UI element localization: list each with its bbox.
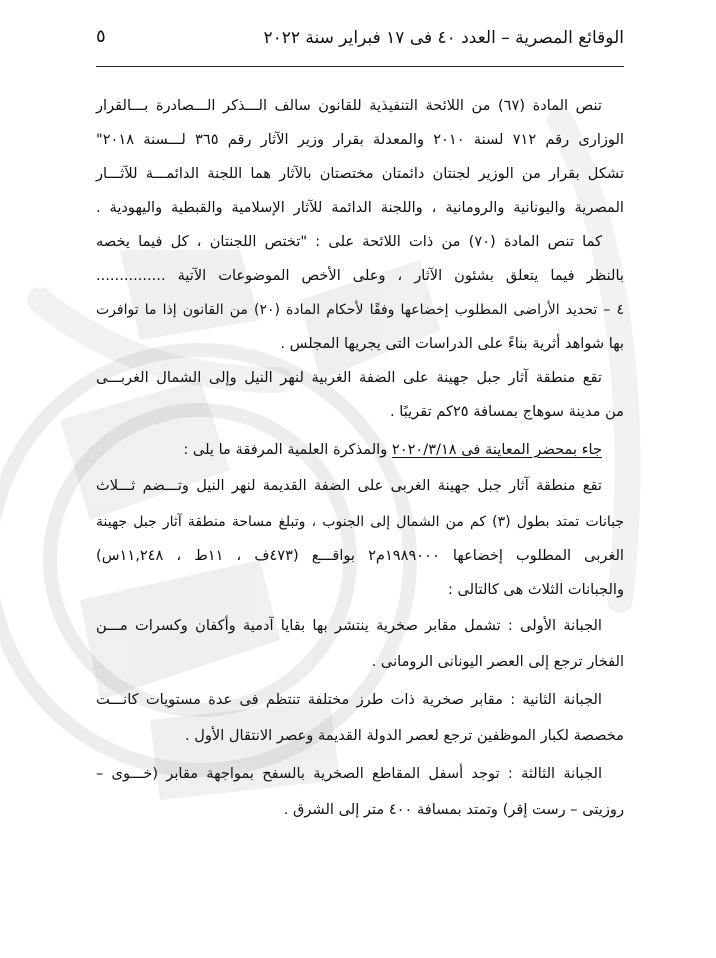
section-intro-line	[96, 440, 624, 460]
paragraph-line: الجبانة الثالثة : توجد أسفل المقاطع الصخرية بالسفح بمواجهة مقابر (خـــوى –	[96, 765, 602, 782]
page-number: ٥	[96, 26, 106, 47]
paragraph-line: مخصصة لكبار الموظفين ترجع لعصر الدولة القديمة وعصر الانتقال الأول .	[184, 727, 624, 744]
paragraph-line: بالنظر فيما يتعلق بشئون الآثار ، وعلى الأخص الموضوعات الآتية ...............	[96, 267, 624, 284]
paragraph-line: تقع منطقة آثار جبل جهينة على الضفة الغربية لنهر النيل وإلى الشمال الغربـــى	[96, 369, 602, 386]
paragraph-line: روزيتى – رست إقر) وتمتد بمسافة ٤٠٠ متر إلى الشرق .	[283, 801, 624, 818]
paragraph-line: والجبانات الثلاث هى كالتالى :	[447, 581, 624, 598]
gazette-title: الوقائع المصرية – العدد ٤٠ فى ١٧ فبراير سنة ٢٠٢٢	[263, 28, 624, 48]
section-intro-rest: والمذكرة العلمية المرفقة ما يلى :	[183, 441, 392, 458]
paragraph-line: الوزارى رقم ٧١٢ لسنة ٢٠١٠ والمعدلة بقرار وزير الآثار رقم ٣٦٥ لـــسنة ٢٠١٨"	[96, 131, 624, 148]
paragraph-line: تقع منطقة آثار جبل جهينة الغربى على الضفة القديمة لنهر النيل وتـــضم ثـــلاث	[96, 477, 602, 494]
paragraph-line: تشكل بقرار من الوزير لجنتان دائمتان مختصتان بالآثار هما اللجنة الدائمـــة للآثـــار	[96, 165, 624, 182]
paragraph-line: الجبانة الأولى : تشمل مقابر صخرية ينتشر بها بقايا آدمية وأكفان وكسرات مـــن	[96, 617, 602, 634]
paragraph-line: بها شواهد أثرية بناءً على الدراسات التى يجريها المجلس .	[280, 335, 624, 352]
paragraph-line: الجبانة الثانية : مقابر صخرية ذات طرز مختلفة تنتظم فى عدة مستويات كانـــت	[96, 691, 602, 708]
paragraph-line: كما تنص المادة (٧٠) من ذات اللائحة على : "تختص اللجنتان ، كل فيما يخصه	[96, 233, 602, 250]
header-divider	[96, 66, 624, 67]
paragraph-line: جبانات تمتد بطول (٣) كم من الشمال إلى الجنوب ، وتبلغ مساحة منطقة آثار جبل جهينة	[96, 514, 624, 530]
paragraph-line: الغربى المطلوب إخضاعها ١٩٨٩٠٠٠م٢ بواقـــع (٤٧٣ف ، ١١ط ، ١١,٢٤٨س)	[96, 547, 624, 564]
inspection-report-date: جاء بمحضر المعاينة فى ٢٠٢٠/٣/١٨	[391, 441, 602, 458]
paragraph-line: الفخار ترجع إلى العصر اليونانى الرومانى .	[371, 653, 624, 670]
paragraph-line: تنص المادة (٦٧) من اللائحة التنفيذية للقانون سالف الـــذكر الـــصادرة بـــالقرار	[96, 97, 602, 114]
paragraph-line: المصرية واليونانية والرومانية ، واللجنة الدائمة للآثار الإسلامية والقبطية واليهودية .	[96, 199, 624, 216]
page-header	[96, 22, 624, 60]
paragraph-line: من مدينة سوهاج بمسافة ٢٥كم تقريبًا .	[389, 403, 624, 420]
paragraph-line: ٤ – تحديد الأراضى المطلوب إخضاعها وفقًا لأحكام المادة (٢٠) من القانون إذا ما توافرت	[96, 302, 624, 318]
